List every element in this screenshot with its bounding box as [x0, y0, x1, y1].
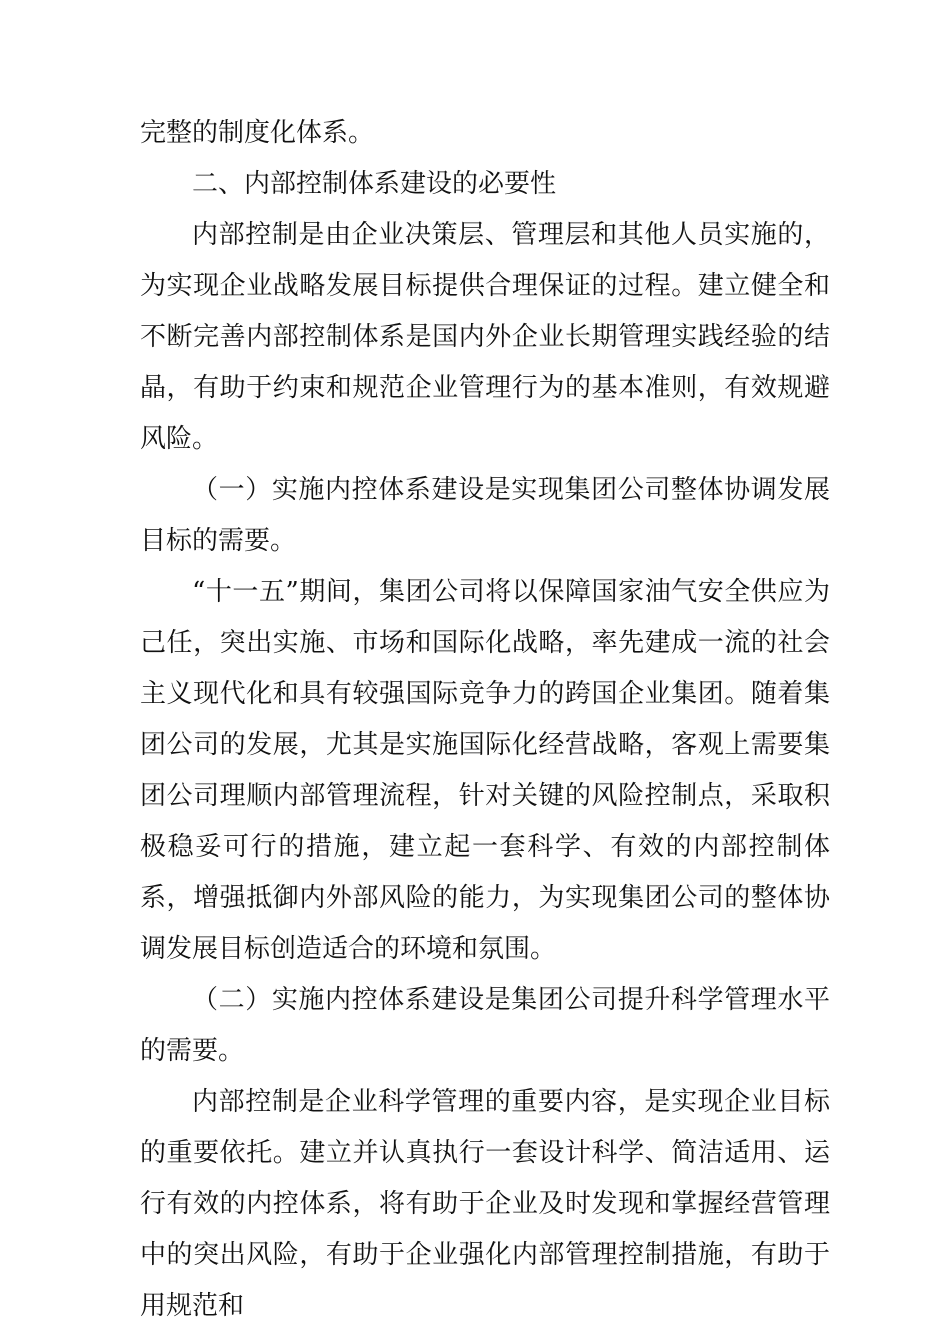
paragraph-internal-control-definition: 内部控制是由企业决策层、管理层和其他人员实施的，为实现企业战略发展目标提供合理保证的过程。建立健全和不断完善内部控制体系是国内外企业长期管理实践经验的结晶，有助于约束和规范企业管理行为的基本准则，有效规避风险。: [140, 220, 830, 454]
document-body: [140, 108, 830, 1332]
paragraph-continuation: 完整的制度化体系。: [140, 118, 375, 148]
paragraph-eleventh-five-year: “十一五”期间，集团公司将以保障国家油气安全供应为己任，突出实施、市场和国际化战略，率先建成一流的社会主义现代化和具有较强国际竞争力的跨国企业集团。随着集团公司的发展，尤其是实施国际化经营战略，客观上需要集团公司理顺内部管理流程，针对关键的风险控制点，采取积极稳妥可行的措施，建立起一套科学、有效的内部控制体系，增强抵御内外部风险的能力，为实现集团公司的整体协调发展目标创造适合的环境和氛围。: [140, 577, 830, 964]
section-heading-necessity: 二、内部控制体系建设的必要性: [192, 169, 557, 199]
subheading-one: （一）实施内控体系建设是实现集团公司整体协调发展目标的需要。: [140, 475, 830, 556]
paragraph-scientific-management: 内部控制是企业科学管理的重要内容，是实现企业目标的重要依托。建立并认真执行一套设计科学、简洁适用、运行有效的内控体系，将有助于企业及时发现和掌握经营管理中的突出风险，有助于企业强化内部管理控制措施，有助于用规范和: [140, 1087, 830, 1321]
subheading-two: （二）实施内控体系建设是集团公司提升科学管理水平的需要。: [140, 985, 830, 1066]
